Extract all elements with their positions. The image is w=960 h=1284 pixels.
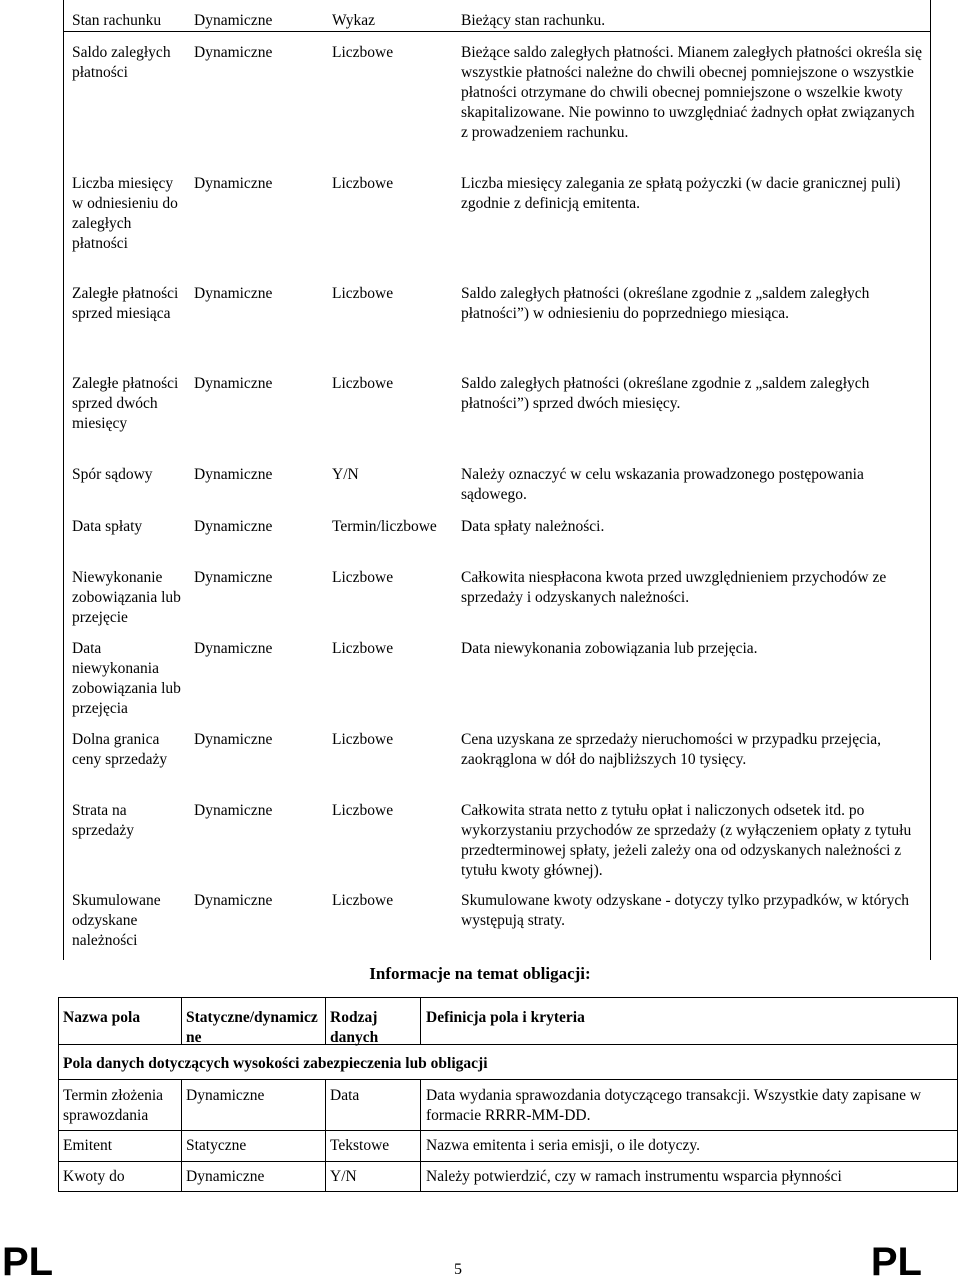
table-row [59, 1079, 957, 1130]
header-data-type: Rodzaj danych [330, 1009, 379, 1046]
field-type: Dynamiczne [194, 569, 273, 586]
field-definition: Saldo zaległych płatności (określane zgodnie z „saldem zaległych płatności”) w odniesieniu do poprzedniego miesiąca. [461, 285, 870, 322]
field-format: Data [330, 1087, 360, 1104]
field-name: Liczba miesięcy w odniesieniu do zaległych płatności [72, 175, 178, 252]
table-group-row [59, 1044, 957, 1079]
field-type: Dynamiczne [194, 466, 273, 483]
field-definition: Bieżący stan rachunku. [461, 12, 606, 29]
field-format: Tekstowe [330, 1137, 390, 1154]
field-type: Dynamiczne [186, 1168, 265, 1185]
column-divider [420, 998, 421, 1044]
field-format: Liczbowe [332, 375, 394, 392]
column-divider [181, 1162, 182, 1191]
field-name: Stan rachunku [72, 12, 162, 29]
row-divider [64, 31, 930, 32]
field-type: Dynamiczne [194, 640, 273, 657]
field-definition: Data niewykonania zobowiązania lub przejęcia. [461, 640, 758, 657]
field-definition: Liczba miesięcy zalegania ze spłatą pożyczki (w dacie granicznej puli) zgodnie z definicją emitenta. [461, 175, 901, 212]
field-name: Data spłaty [72, 518, 143, 535]
field-name: Spór sądowy [72, 466, 153, 483]
field-type: Dynamiczne [194, 44, 273, 61]
table-header-row [59, 998, 957, 1044]
field-format: Wykaz [332, 12, 375, 29]
field-definition: Bieżące saldo zaległych płatności. Mianem zaległych płatności określa się wszystkie płatności należne do chwili obecnej pomniejszone o wszystkie płatności otrzymane do chwili obecnej pomniejszone o wszelkie kwoty skapitalizowane. Nie powinno to uwzględniać żadnych opłat związanych z prowadzeniem rachunku. [461, 44, 922, 141]
page-number: 5 [454, 1261, 462, 1278]
field-type: Dynamiczne [194, 12, 273, 29]
field-format: Liczbowe [332, 892, 394, 909]
section-title-text: Informacje na temat obligacji: [369, 964, 591, 983]
section-title [0, 964, 960, 984]
field-format: Termin/liczbowe [332, 518, 437, 535]
field-format: Liczbowe [332, 731, 394, 748]
field-definition: Saldo zaległych płatności (określane zgodnie z „saldem zaległych płatności”) sprzed dwóch miesięcy. [461, 375, 870, 412]
field-name: Zaległe płatności sprzed miesiąca [72, 285, 179, 322]
column-divider [181, 1080, 182, 1130]
table-row [59, 1130, 957, 1161]
bond-info-table [58, 997, 958, 1192]
language-code-right: PL [870, 1240, 922, 1284]
header-definition: Definicja pola i kryteria [426, 1009, 585, 1026]
field-type: Dynamiczne [194, 892, 273, 909]
field-name: Data niewykonania zobowiązania lub przejęcia [72, 640, 181, 717]
field-name: Niewykonanie zobowiązania lub przejęcie [72, 569, 181, 626]
field-definition: Należy potwierdzić, czy w ramach instrumentu wsparcia płynności [426, 1168, 842, 1185]
field-type: Dynamiczne [194, 802, 273, 819]
page-footer [0, 1240, 960, 1284]
field-format: Y/N [332, 466, 359, 483]
field-definition: Całkowita niespłacona kwota przed uwzględnieniem przychodów ze sprzedaży i odzyskanych należności. [461, 569, 887, 606]
field-type: Dynamiczne [194, 518, 273, 535]
column-divider [181, 1131, 182, 1161]
field-type: Statyczne [186, 1137, 247, 1154]
field-name: Dolna granica ceny sprzedaży [72, 731, 168, 768]
language-code-left: PL [2, 1240, 54, 1284]
field-format: Liczbowe [332, 44, 394, 61]
field-format: Liczbowe [332, 640, 394, 657]
field-format: Y/N [330, 1168, 357, 1185]
field-format: Liczbowe [332, 802, 394, 819]
field-definition: Całkowita strata netto z tytułu opłat i naliczonych odsetek itd. po wykorzystaniu przychodów ze sprzedaży (z wyłączeniem opłaty z tytułu przedterminowej spłaty, jeżeli zależy ona od odzyskanych należności z tytułu kwoty głównej). [461, 802, 912, 879]
field-name: Emitent [63, 1137, 113, 1154]
field-definition: Cena uzyskana ze sprzedaży nieruchomości w przypadku przejęcia, zaokrąglona w dół do najbliższych 10 tysięcy. [461, 731, 882, 768]
header-field-type: Statyczne/dynamiczne [186, 1009, 318, 1046]
field-format: Liczbowe [332, 175, 394, 192]
field-format: Liczbowe [332, 285, 394, 302]
field-definition: Należy oznaczyć w celu wskazania prowadzonego postępowania sądowego. [461, 466, 864, 503]
table-row [59, 1161, 957, 1191]
field-definitions-table [63, 0, 931, 960]
field-format: Liczbowe [332, 569, 394, 586]
field-name: Saldo zaległych płatności [72, 44, 171, 81]
field-definition: Data wydania sprawozdania dotyczącego transakcji. Wszystkie daty zapisane w formacie RRRR-MM-DD. [426, 1087, 922, 1124]
field-type: Dynamiczne [194, 375, 273, 392]
column-divider [181, 998, 182, 1044]
field-definition: Skumulowane kwoty odzyskane - dotyczy tylko przypadków, w których występują straty. [461, 892, 909, 929]
group-label: Pola danych dotyczących wysokości zabezpieczenia lub obligacji [63, 1055, 488, 1072]
field-definition: Nazwa emitenta i seria emisji, o ile dotyczy. [426, 1137, 701, 1154]
field-name: Strata na sprzedaży [72, 802, 134, 839]
field-name: Kwoty do [63, 1168, 125, 1185]
field-type: Dynamiczne [186, 1087, 265, 1104]
field-name: Skumulowane odzyskane należności [72, 892, 161, 949]
field-name: Zaległe płatności sprzed dwóch miesięcy [72, 375, 179, 432]
field-name: Termin złożenia sprawozdania [63, 1087, 164, 1124]
header-field-name: Nazwa pola [63, 1009, 141, 1026]
field-type: Dynamiczne [194, 285, 273, 302]
field-definition: Data spłaty należności. [461, 518, 605, 535]
field-type: Dynamiczne [194, 731, 273, 748]
field-type: Dynamiczne [194, 175, 273, 192]
